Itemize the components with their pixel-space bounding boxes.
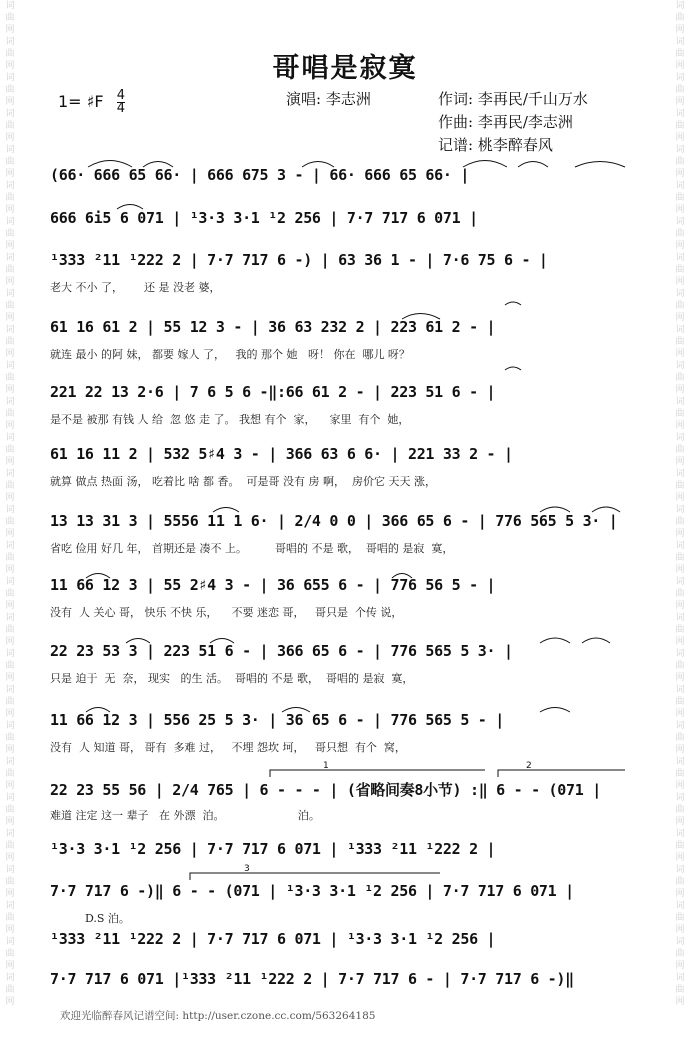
notes-line: 61 16 11 2 | 532 5♯4 3 - | 366 63 6 6· | 221 33 2 - | xyxy=(50,445,513,463)
time-top: 4 xyxy=(116,88,125,103)
time-signature xyxy=(117,90,125,115)
notes-line: ¹3·3 3·1 ¹2 256 | 7·7 717 6 071 | ¹333 ²11 ¹222 2 | xyxy=(50,840,496,858)
composer-credit: 作曲: 李再民/李志洲 xyxy=(438,113,573,131)
lyrics-line: 难道 注定 这一 辈子 在 外漂 泊。 泊。 xyxy=(50,809,320,822)
volta-number-1: 1 xyxy=(323,761,329,771)
lyricist-credit: 作词: 李再民/千山万水 xyxy=(438,90,588,108)
notes-line: 13 13 31 3 | 5556 11 1 6· | 2/4 0 0 | 366 65 6 - | 776 565 5 3· | xyxy=(50,512,618,530)
score-line-5 xyxy=(50,375,640,435)
watermark-right: 词曲网 词曲网 词曲网 词曲网 词曲网 词曲网 词曲网 词曲网 词曲网 词曲网 词曲网 词曲网 词曲网 词曲网 词曲网 词曲网 词曲网 词曲网 词曲网 词曲网 词曲网 词曲网 词曲网 词曲网 词曲网 词曲网 词曲网 词曲网 xyxy=(675,1,685,1007)
score-line-11 xyxy=(50,771,640,831)
volta-number-2: 2 xyxy=(526,761,532,771)
lyrics-line: 就算 做点 热面 汤， 吃着比 啥 都 香。 可是哥 没有 房 啊， 房价它 天天 涨， xyxy=(50,475,436,488)
lyrics-line: 省吃 俭用 好几 年， 首期还是 凑不 上。 哥唱的 不是 歌， 哥唱的 是寂 寞， xyxy=(50,542,454,555)
footer-note: 欢迎光临醉春风记谱空间: http://user.czone.cc.com/563264185 xyxy=(60,1010,376,1022)
notes-line: ¹333 ²11 ¹222 2 | 7·7 717 6 -) | 63 36 1 - | 7·6 75 6 - | xyxy=(50,251,548,269)
score-line-6 xyxy=(50,437,640,497)
notes-line: 7·7 717 6 071 |¹333 ²11 ¹222 2 | 7·7 717 6 - | 7·7 717 6 -)‖ xyxy=(50,970,574,988)
key-label: 1= ♯F xyxy=(58,92,104,111)
notes-line: 11 66 12 3 | 55 2♯4 3 - | 36 655 6 - | 776 56 5 - | xyxy=(50,576,496,594)
time-bottom: 4 xyxy=(116,101,125,116)
score-line-8 xyxy=(50,568,640,628)
lyrics-line: 老大 不小 了， 还 是 没老 婆， xyxy=(50,281,221,294)
notes-line: 22 23 55 56 | 2/4 765 | 6 - - - | (省略间奏8小节) :‖ 6 - - (071 | xyxy=(50,781,601,799)
notes-line: 666 6i5 6 071 | ¹3·3 3·1 ¹2 256 | 7·7 717 6 071 | xyxy=(50,209,478,227)
score-line-4 xyxy=(50,310,640,370)
notes-line: 22 23 53 3 | 223 51 6 - | 366 65 6 - | 776 565 5 3· | xyxy=(50,642,513,660)
key-signature xyxy=(58,90,125,115)
score-line-9 xyxy=(50,634,640,694)
notes-line: 11 66 12 3 | 556 25 5 3· | 36 65 6 - | 776 565 5 - | xyxy=(50,711,505,729)
page-title: 哥唱是寂寞 xyxy=(272,53,418,84)
lyrics-line: 只是 迫于 无 奈， 现实 的生 活。 哥唱的 不是 歌， 哥唱的 是寂 寞， xyxy=(50,672,414,685)
lyrics-line: 没有 人 关心 哥， 快乐 不快 乐， 不要 迷恋 哥， 哥只是 个传 说， xyxy=(50,606,403,619)
notes-line: (66· 666 65 66· | 666 675 3 - | 66· 666 65 66· | xyxy=(50,166,470,184)
lyrics-line: 就连 最小 的阿 妹， 都要 嫁人 了， 我的 那个 她 呀！ 你在 哪儿 呀？ xyxy=(50,348,410,361)
score-line-3 xyxy=(50,243,640,303)
lyrics-line: 没有 人 知道 哥， 哥有 多难 过， 不埋 怨坎 坷， 哥只想 有个 窝， xyxy=(50,741,406,754)
notes-line: 7·7 717 6 -)‖ 6 - - (071 | ¹3·3 3·1 ¹2 256 | 7·7 717 6 071 | xyxy=(50,882,574,900)
singer-credit: 演唱: 李志洲 xyxy=(286,90,371,108)
transcriber-credit: 记谱: 桃李醉春风 xyxy=(438,136,553,154)
watermark-left: 词曲网 词曲网 词曲网 词曲网 词曲网 词曲网 词曲网 词曲网 词曲网 词曲网 词曲网 词曲网 词曲网 词曲网 词曲网 词曲网 词曲网 词曲网 词曲网 词曲网 词曲网 词曲网 词曲网 词曲网 词曲网 词曲网 词曲网 词曲网 xyxy=(5,1,15,1007)
notes-line: 61 16 61 2 | 55 12 3 - | 36 63 232 2 | 223 61 2 - | xyxy=(50,318,496,336)
score-line-7 xyxy=(50,504,640,564)
volta-number-3: 3 xyxy=(244,864,250,874)
lyrics-line: 是不是 被那 有钱 人 给 忽 悠 走 了。 我想 有个 家， 家里 有个 她， xyxy=(50,413,410,426)
notes-line: 221 22 13 2·6 | 7 6 5 6 -‖:66 61 2 - | 223 51 6 - | xyxy=(50,383,496,401)
score-line-10 xyxy=(50,703,640,763)
lyrics-line: D.S 泊。 xyxy=(50,912,130,925)
notes-line: ¹333 ²11 ¹222 2 | 7·7 717 6 071 | ¹3·3 3·1 ¹2 256 | xyxy=(50,930,496,948)
